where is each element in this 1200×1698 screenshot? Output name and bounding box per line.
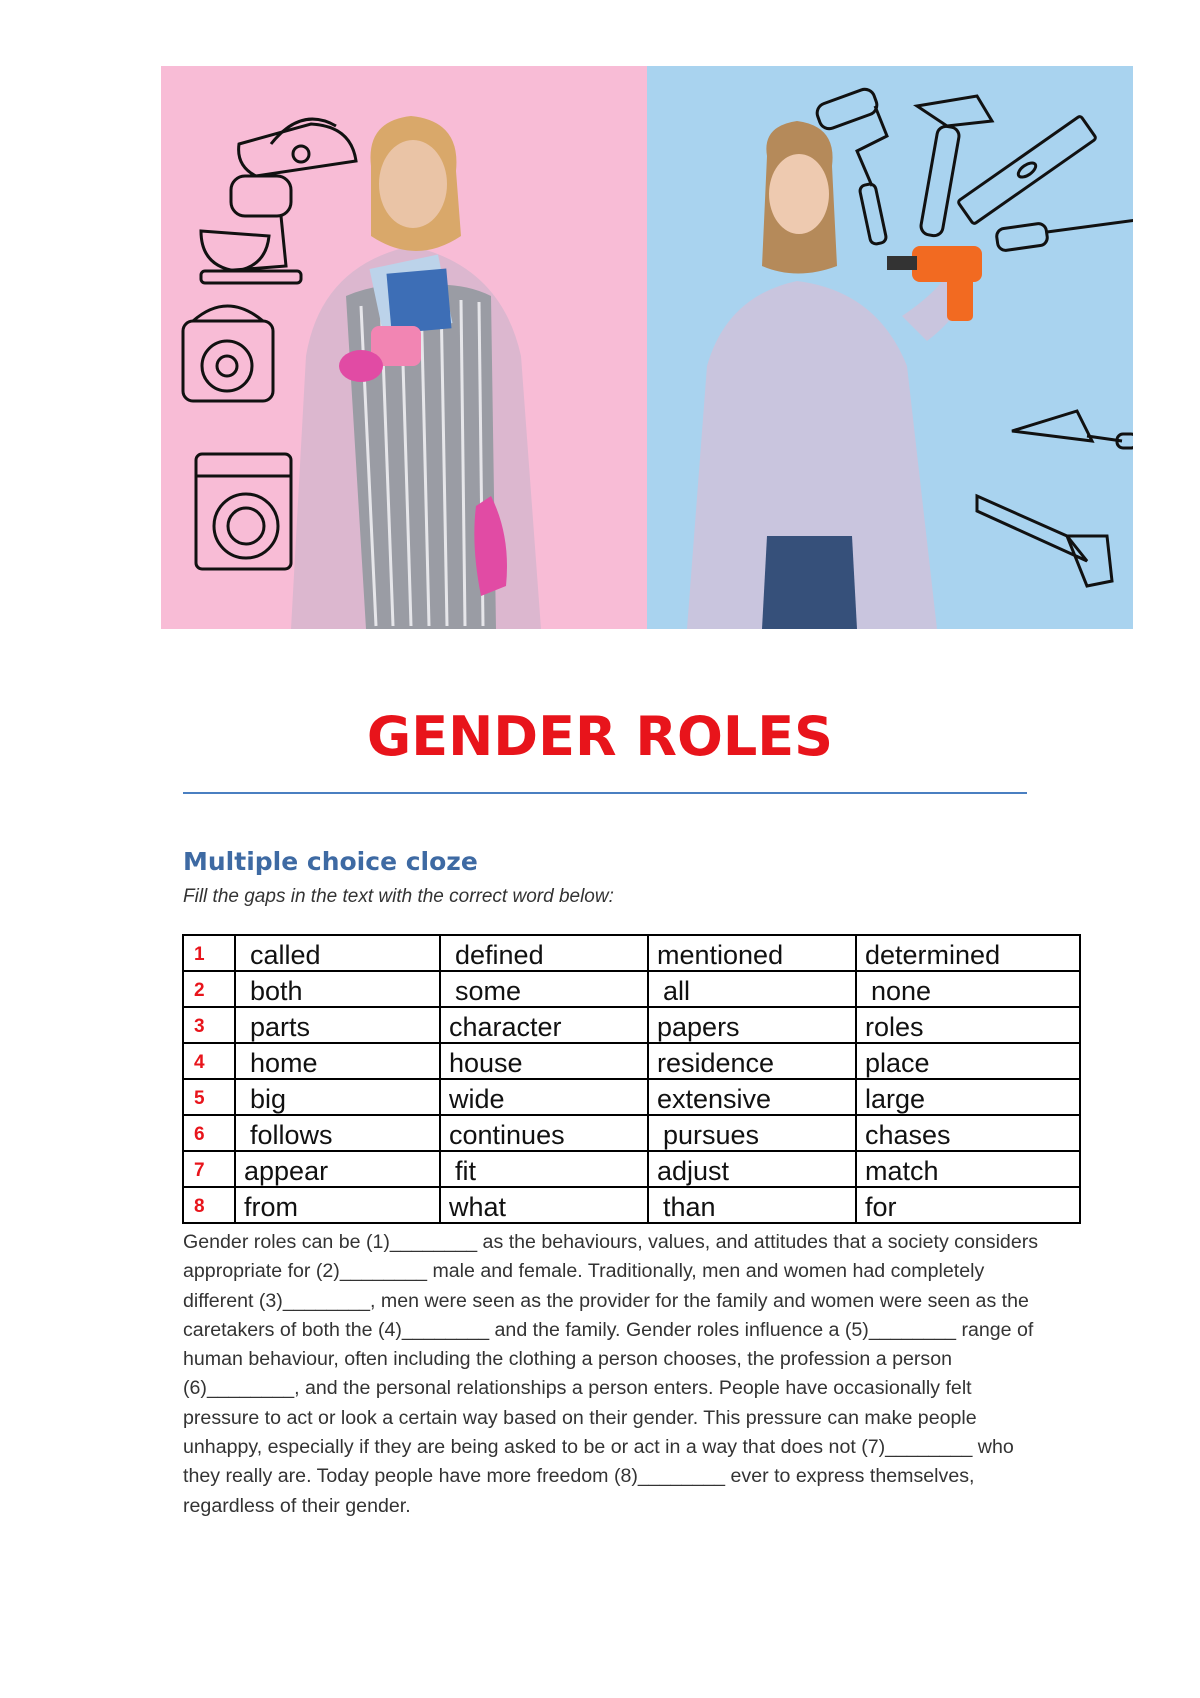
row-number: 4	[194, 1052, 205, 1073]
row-number: 1	[194, 944, 205, 965]
row-number-cell	[183, 971, 235, 1007]
washing-machine-icon	[196, 454, 291, 569]
title-divider	[183, 792, 1027, 794]
option-b: defined	[455, 940, 544, 970]
option-cell	[648, 1115, 856, 1151]
clothes-iron-icon	[239, 119, 356, 176]
option-cell	[235, 1043, 440, 1079]
option-d: determined	[865, 940, 1001, 970]
option-cell	[648, 1007, 856, 1043]
option-c: pursues	[663, 1120, 760, 1150]
option-a: both	[250, 976, 303, 1006]
option-b: fit	[455, 1156, 477, 1186]
option-d: roles	[865, 1012, 924, 1042]
row-number: 8	[194, 1196, 205, 1217]
option-cell	[235, 971, 440, 1007]
table-row	[183, 1187, 1080, 1223]
trowel-icon	[1012, 411, 1133, 448]
table-row	[183, 935, 1080, 971]
option-d: chases	[865, 1120, 951, 1150]
option-d: match	[865, 1156, 939, 1186]
row-number: 5	[194, 1088, 205, 1109]
section-heading: Multiple choice cloze	[183, 847, 478, 876]
option-cell	[440, 1079, 648, 1115]
option-d: none	[871, 976, 932, 1006]
row-number-cell	[183, 935, 235, 971]
option-cell	[856, 935, 1080, 971]
row-number: 3	[194, 1016, 205, 1037]
row-number: 6	[194, 1124, 205, 1145]
row-number-cell	[183, 1079, 235, 1115]
option-cell	[648, 1187, 856, 1223]
option-cell	[440, 1187, 648, 1223]
option-c: all	[663, 976, 691, 1006]
option-cell	[440, 1007, 648, 1043]
option-c: papers	[657, 1012, 740, 1042]
row-number: 2	[194, 980, 205, 1001]
option-cell	[856, 1043, 1080, 1079]
woman-with-drill	[687, 121, 982, 629]
option-cell	[856, 1187, 1080, 1223]
row-number-cell	[183, 1151, 235, 1187]
table-row	[183, 1079, 1080, 1115]
option-cell	[856, 1115, 1080, 1151]
choices-table	[182, 934, 1081, 1224]
option-cell	[648, 971, 856, 1007]
stand-mixer-icon	[201, 176, 301, 283]
man-in-apron	[291, 116, 541, 629]
option-cell	[440, 935, 648, 971]
option-d: place	[865, 1048, 930, 1078]
row-number: 7	[194, 1160, 205, 1181]
option-cell	[856, 1007, 1080, 1043]
pink-panel	[161, 66, 647, 629]
option-d: for	[865, 1192, 897, 1222]
table-row	[183, 1115, 1080, 1151]
page-title: GENDER ROLES	[366, 705, 834, 768]
option-cell	[235, 1007, 440, 1043]
option-a: from	[244, 1192, 298, 1222]
option-b: what	[449, 1192, 507, 1222]
option-c: mentioned	[657, 940, 784, 970]
left-panel-art	[161, 66, 647, 629]
option-c: extensive	[657, 1084, 772, 1114]
table-row	[183, 1007, 1080, 1043]
option-a: follows	[250, 1120, 333, 1150]
row-number-cell	[183, 1115, 235, 1151]
row-number-cell	[183, 1007, 235, 1043]
row-number-cell	[183, 1187, 235, 1223]
option-cell	[440, 1043, 648, 1079]
option-b: some	[455, 976, 522, 1006]
option-a: parts	[250, 1012, 311, 1042]
screwdriver-icon	[996, 218, 1133, 251]
option-a: big	[250, 1084, 287, 1114]
option-b: character	[449, 1012, 562, 1042]
option-cell	[856, 971, 1080, 1007]
option-d: large	[865, 1084, 926, 1114]
instructions: Fill the gaps in the text with the correct word below:	[183, 886, 614, 907]
option-cell	[235, 1115, 440, 1151]
option-cell	[648, 935, 856, 971]
option-cell	[648, 1079, 856, 1115]
option-cell	[440, 1151, 648, 1187]
saw-icon	[977, 496, 1112, 586]
option-cell	[440, 1115, 648, 1151]
level-icon	[958, 116, 1097, 225]
blue-panel	[647, 66, 1133, 629]
table-row	[183, 1151, 1080, 1187]
option-a: appear	[244, 1156, 329, 1186]
radio-icon	[183, 306, 273, 401]
option-b: house	[449, 1048, 523, 1078]
option-c: adjust	[657, 1156, 730, 1186]
option-cell	[856, 1079, 1080, 1115]
right-panel-art	[647, 66, 1133, 629]
option-a: home	[250, 1048, 318, 1078]
option-cell	[648, 1151, 856, 1187]
option-cell	[235, 1151, 440, 1187]
option-b: continues	[449, 1120, 565, 1150]
option-cell	[440, 971, 648, 1007]
option-cell	[235, 1079, 440, 1115]
cloze-passage: Gender roles can be (1)________ as the behaviours, values, and attitudes that a society considers appropriate for (2)________ male and female. Traditionally, men and women had completely different (3)________, men were seen as the provider for the family and women were seen as the caretakers of both the (4)________ and the family. Gender roles influence a (5)________ range of human behaviour, often including the clothing a person chooses, the profession a person (6)________, and the personal relationships a person enters. People have occasionally felt pressure to act or look a certain way based on their gender. This pressure can make people unhappy, especially if they are being asked to be or act in a way that does not (7)________ who they really are. Today people have more freedom (8)________ ever to express themselves, regardless of their gender.	[183, 1231, 1039, 1517]
option-cell	[648, 1043, 856, 1079]
option-c: than	[663, 1192, 716, 1222]
hammer-icon	[917, 96, 992, 237]
option-c: residence	[657, 1048, 775, 1078]
header-illustration	[161, 66, 1133, 629]
option-cell	[235, 935, 440, 971]
table-row	[183, 971, 1080, 1007]
option-a: called	[250, 940, 321, 970]
row-number-cell	[183, 1043, 235, 1079]
option-cell	[856, 1151, 1080, 1187]
table-row	[183, 1043, 1080, 1079]
option-b: wide	[449, 1084, 505, 1114]
option-cell	[235, 1187, 440, 1223]
